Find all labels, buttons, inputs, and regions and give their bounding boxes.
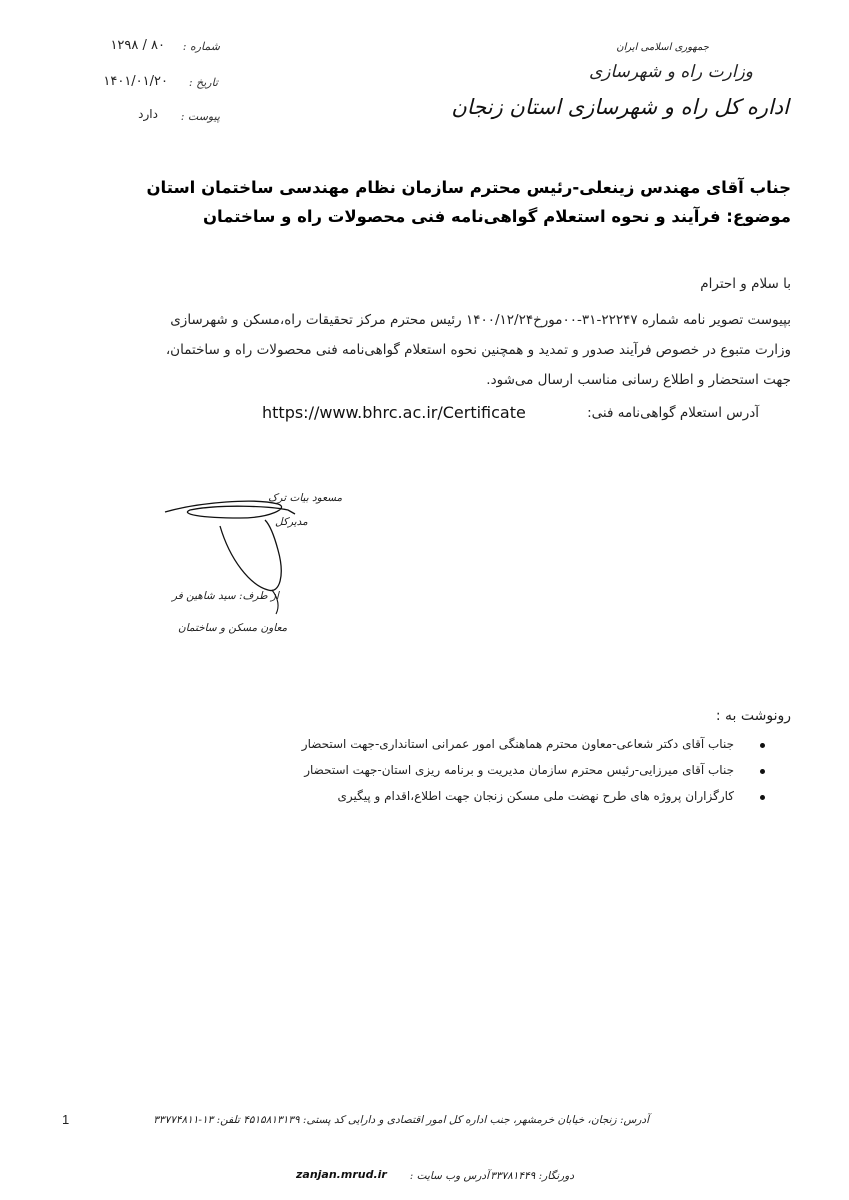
subject-line: موضوع: فرآیند و نحوه استعلام گواهی‌نامه فنی محصولات راه و ساختمان: [202, 207, 791, 226]
signer-behalf: از طرف: سید شاهین فر: [172, 590, 279, 602]
footer-website-link[interactable]: zanjan.mrud.ir: [296, 1168, 387, 1181]
body-line-3: جهت استحضار و اطلاع رسانی مناسب ارسال می‌شود.: [486, 372, 791, 388]
footer-fax: دورنگار: ۳۳۷۸۱۴۴۹: [490, 1170, 574, 1182]
cc-bullet: [760, 769, 765, 774]
number-value: ۸۰ / ۱۲۹۸: [110, 38, 165, 53]
recipient-line: جناب آقای مهندس زینعلی-رئیس محترم سازمان نظام مهندسی ساختمان استان: [146, 178, 791, 197]
footer-address: آدرس: زنجان، خیابان خرمشهر، جنب اداره کل امور اقتصادی و دارایی کد پستی: ۴۵۱۵۸۱۳۱۳۹ تلفن: ۱۳-۳۳۷۷۴۸۱۱: [153, 1114, 649, 1126]
footer-website-label: آدرس وب سایت :: [409, 1170, 489, 1182]
letterhead-ministry: وزارت راه و شهرسازی: [588, 62, 753, 82]
date-value: ۱۴۰۱/۰۱/۲۰: [103, 74, 168, 89]
date-label: تاریخ :: [188, 76, 218, 89]
cc-title: رونوشت به :: [715, 708, 791, 724]
number-label: شماره :: [182, 40, 220, 53]
cc-bullet: [760, 795, 765, 800]
body-line-1: بپیوست تصویر نامه شماره ۲۲۲۴۷-۳۱-۰۰مورخ۱۴۰۰/۱۲/۲۴ رئیس محترم مرکز تحقیقات راه،مسکن و شهرسازی: [170, 312, 791, 328]
cc-bullet: [760, 743, 765, 748]
cc-item: جناب آقای میرزایی-رئیس محترم سازمان مدیریت و برنامه ریزی استان-جهت استحضار: [304, 763, 734, 777]
attachment-label: پیوست :: [180, 110, 220, 123]
letter-meta: [40, 36, 220, 126]
handwritten-signature: [160, 490, 343, 630]
certificate-link[interactable]: https://www.bhrc.ac.ir/Certificate: [262, 403, 526, 422]
attachment-value: دارد: [138, 107, 158, 121]
letterhead-office: اداره کل راه و شهرسازی استان زنجان: [451, 95, 789, 119]
address-label: آدرس استعلام گواهی‌نامه فنی:: [587, 405, 759, 421]
cc-item: جناب آقای دکتر شعاعی-معاون محترم هماهنگی امور عمرانی استانداری-جهت استحضار: [301, 737, 734, 751]
signer-deputy: معاون مسکن و ساختمان: [178, 622, 288, 634]
body-line-2: وزارت متبوع در خصوص فرآیند صدور و تمدید و همچنین نحوه استعلام گواهی‌نامه فنی محصولات راه و ساختمان،: [165, 342, 791, 358]
cc-item: کارگزاران پروژه های طرح نهضت ملی مسکن زنجان جهت اطلاع،اقدام و پیگیری: [337, 789, 734, 803]
signer-title: مدیرکل: [275, 516, 308, 528]
greeting: با سلام و احترام: [700, 276, 791, 292]
signer-name: مسعود بیات ترک: [268, 492, 343, 504]
page-number: 1: [62, 1112, 70, 1127]
letterhead-republic: جمهوری اسلامی ایران: [616, 42, 709, 53]
